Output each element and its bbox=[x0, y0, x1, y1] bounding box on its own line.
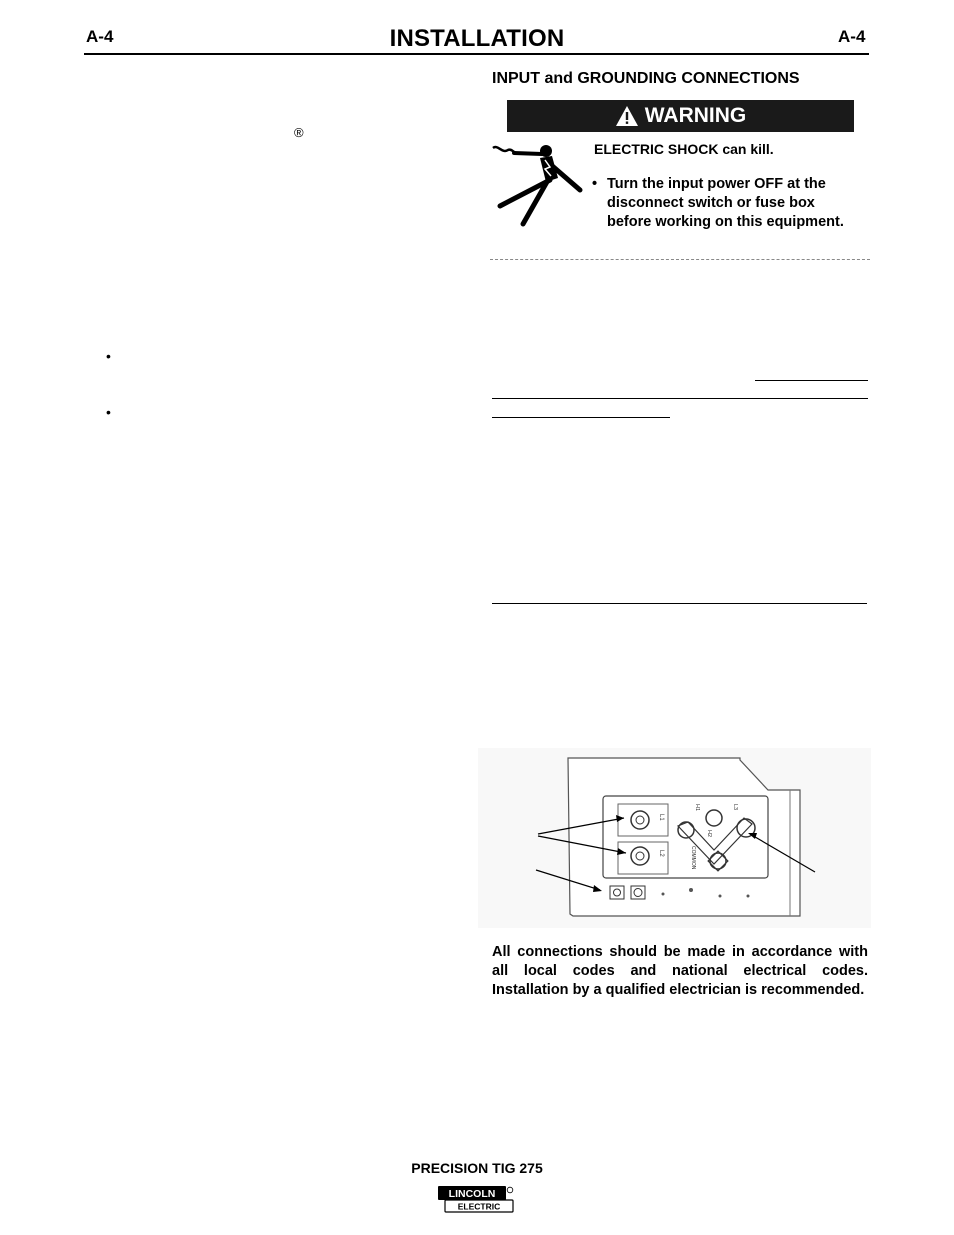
label-l2: L2 bbox=[658, 850, 664, 857]
terminal-l2 bbox=[631, 847, 649, 865]
installation-note: All connections should be made in accordance with all local codes and national electrical codes. Installation by a qualified electrician is recommended. bbox=[492, 944, 868, 998]
warning-banner bbox=[507, 100, 854, 132]
page-number-right: A-4 bbox=[838, 27, 866, 46]
input-connection-diagram bbox=[478, 748, 871, 928]
bullet-symbol: • bbox=[592, 176, 598, 192]
warning-divider bbox=[490, 259, 870, 260]
underline-rule-2 bbox=[492, 398, 868, 399]
logo-text-top: LINCOLN bbox=[448, 1188, 496, 1200]
label-h2: H2 bbox=[706, 830, 712, 838]
left-bullet-2: • bbox=[106, 404, 111, 420]
page-number-left: A-4 bbox=[86, 27, 114, 46]
page-title: INSTALLATION bbox=[389, 25, 565, 52]
electric-shock-icon bbox=[490, 140, 585, 230]
shock-warning-text: Turn the input power OFF at the disconnect switch or fuse box before working on this equipment. bbox=[607, 176, 844, 230]
product-name: PRECISION TIG 275 bbox=[411, 1160, 543, 1176]
shock-warning-heading: ELECTRIC SHOCK can kill. bbox=[594, 141, 774, 157]
label-common: COMMON bbox=[690, 846, 696, 870]
underline-rule-3 bbox=[492, 417, 670, 418]
section-heading: INPUT and GROUNDING CONNECTIONS bbox=[492, 70, 800, 87]
lincoln-electric-logo bbox=[437, 1185, 517, 1215]
terminal-l1 bbox=[631, 811, 649, 829]
ground-terminal bbox=[610, 886, 624, 899]
registered-mark: ® bbox=[294, 125, 304, 140]
logo-text-bottom: ELECTRIC bbox=[457, 1201, 501, 1212]
warning-label: WARNING bbox=[644, 104, 747, 127]
underline-rule-1 bbox=[755, 380, 868, 381]
label-l3: L3 bbox=[732, 804, 738, 811]
label-h1: H1 bbox=[694, 804, 700, 812]
header-divider bbox=[84, 53, 869, 55]
warning-triangle-icon bbox=[615, 105, 639, 127]
shock-warning-bullet bbox=[592, 175, 858, 232]
label-l1: L1 bbox=[658, 814, 664, 821]
underline-rule-4 bbox=[492, 603, 867, 604]
left-bullet-1: • bbox=[106, 348, 111, 364]
